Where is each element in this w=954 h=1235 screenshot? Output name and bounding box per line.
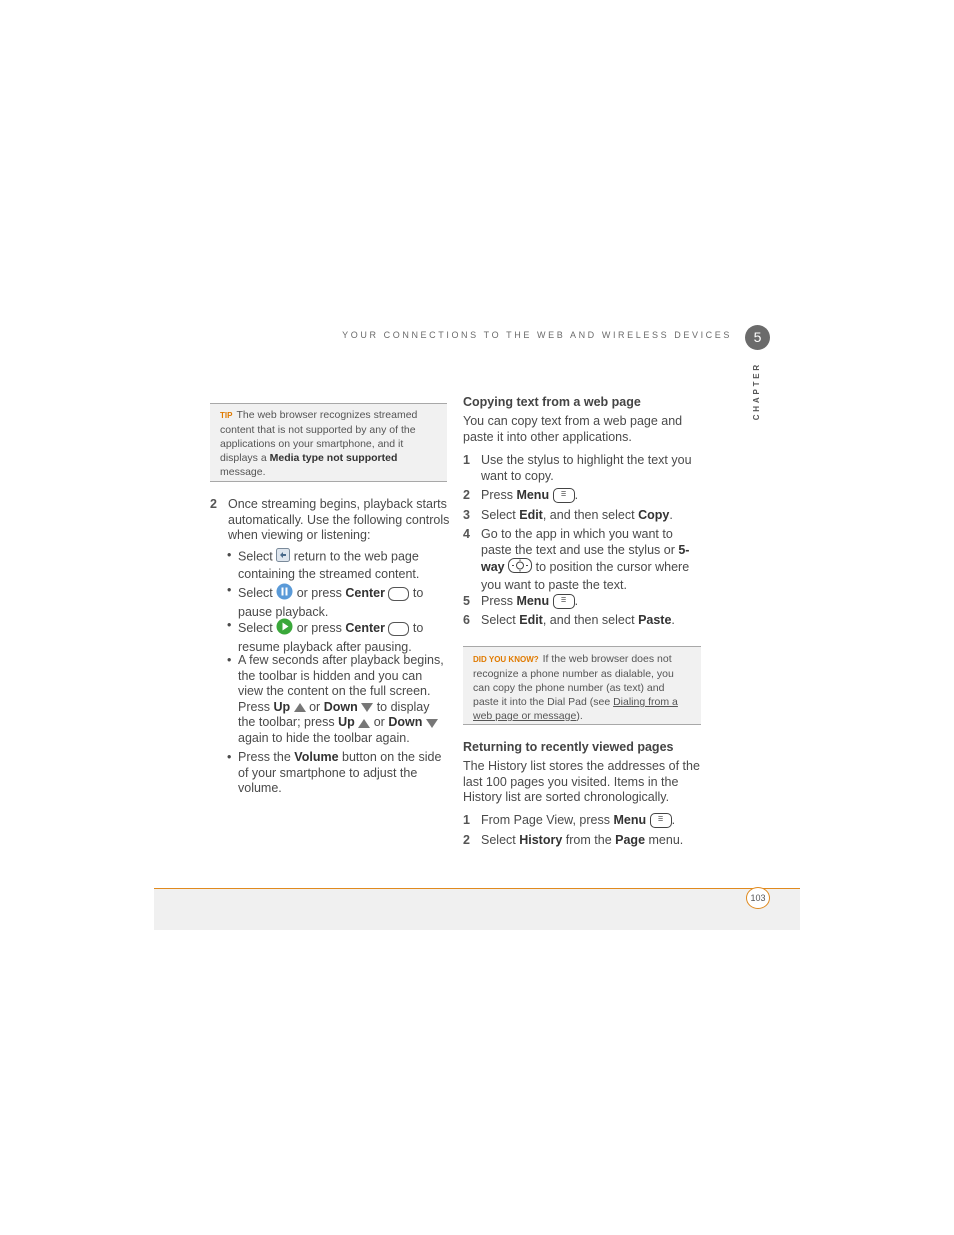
- step-number: 2: [210, 497, 217, 511]
- bullet-text-2: to display the toolbar; press: [238, 699, 430, 730]
- did-you-know-label: DID YOU KNOW?: [473, 655, 539, 664]
- play-icon: [276, 618, 293, 640]
- bullet-dot: •: [227, 548, 232, 562]
- bullet-text: Select: [238, 621, 273, 636]
- tip-box: [210, 403, 447, 482]
- menu-key-icon: ☰: [553, 488, 575, 503]
- history-intro: The History list stores the addresses of the last 100 pages you visited. Items in the History list are sorted chronologically.: [463, 759, 700, 805]
- bullet-mid: or press: [296, 621, 342, 636]
- page-menu-label: Page: [615, 833, 646, 847]
- chapter-number: 5: [745, 325, 770, 350]
- five-way-icon: [508, 558, 532, 578]
- bullet-dot: •: [227, 750, 232, 764]
- bullet-text: Press the: [238, 750, 291, 764]
- paste-label: Paste: [638, 613, 672, 627]
- left-step-2: [210, 497, 450, 547]
- bullet-text: Select: [238, 586, 273, 601]
- history-heading: Returning to recently viewed pages: [463, 740, 674, 754]
- down-arrow-icon: [361, 703, 373, 712]
- copy-label: Copy: [638, 508, 670, 522]
- tip-text: The web browser recognizes streamed content that is not supported by any of the applications on your smartphone, and it displays a: [220, 409, 418, 464]
- bullet-text-after: to pause playback.: [238, 586, 424, 619]
- step-number: 4: [463, 527, 470, 541]
- center-key-icon: [388, 622, 409, 636]
- copy-intro: You can copy text from a web page and paste it into other applications.: [463, 414, 683, 444]
- step-number: 5: [463, 594, 470, 608]
- center-key-icon: [388, 587, 409, 601]
- tip-text-after: message.: [220, 466, 266, 478]
- up-label: Up: [273, 699, 291, 714]
- did-you-know-box: DID YOU KNOW? If the web browser does not recognize a phone number as dialable, you can copy the phone number (as text) and paste it into the Dial Pad (see Dialing from a web page or message).: [463, 646, 701, 725]
- bullet-text-after: return to the web page containing the streamed content.: [238, 549, 420, 581]
- menu-key-icon: ☰: [650, 813, 672, 828]
- bullet-dot: •: [227, 653, 232, 667]
- step-number: 1: [463, 813, 470, 827]
- bullet-mid: or press: [296, 586, 342, 601]
- menu-label: Menu: [613, 813, 647, 827]
- edit-label: Edit: [519, 613, 543, 627]
- up-arrow-icon: [294, 703, 306, 712]
- bullet-dot: •: [227, 618, 232, 632]
- bullet-text-after: button on the side of your smartphone to adjust the volume.: [238, 750, 442, 796]
- up-label: Up: [338, 715, 355, 730]
- down-label: Down: [388, 715, 423, 730]
- center-key-label: Center: [345, 621, 385, 636]
- bullet-text-after: to resume playback after pausing.: [238, 621, 424, 654]
- up-arrow-icon: [358, 719, 370, 728]
- step-number: 2: [463, 833, 470, 847]
- step-number: 2: [463, 488, 470, 502]
- volume-label: Volume: [294, 750, 339, 764]
- running-head: YOUR CONNECTIONS TO THE WEB AND WIRELESS DEVICES: [342, 330, 732, 340]
- tip-bold: Media type not supported: [269, 452, 398, 464]
- return-web-icon: [276, 548, 290, 567]
- copy-heading: Copying text from a web page: [463, 395, 641, 409]
- step-text: Press: [481, 488, 513, 502]
- page-number: 103: [746, 887, 770, 909]
- step-text: Use the stylus to highlight the text you want to copy.: [481, 453, 692, 483]
- bullet-text-3: again to hide the toolbar again.: [238, 730, 410, 745]
- step-text: Once streaming begins, playback starts automatically. Use the following controls when viewing or listening:: [228, 497, 450, 543]
- history-label: History: [519, 833, 563, 847]
- bullet-text: A few seconds after playback begins, the toolbar is hidden and you can view the content on the full screen. Press: [238, 653, 444, 714]
- bullet-text: Select: [238, 549, 273, 564]
- pause-icon: [276, 583, 293, 605]
- chapter-label: CHAPTER: [752, 362, 761, 421]
- dialing-link[interactable]: Dialing from a web page or message: [473, 696, 678, 722]
- step-number: 3: [463, 508, 470, 522]
- or-text: or: [373, 715, 385, 730]
- menu-label: Menu: [516, 488, 550, 502]
- down-label: Down: [323, 699, 358, 714]
- did-you-know-text: If the web browser does not recognize a phone number as dialable, you can copy the phone number (as text) and paste it into the Dial Pad (see: [473, 653, 674, 708]
- step-number: 1: [463, 453, 470, 467]
- footer-band: [154, 888, 800, 930]
- menu-key-icon: ☰: [553, 594, 575, 609]
- five-way-label: 5-way: [481, 542, 690, 575]
- step-number: 6: [463, 613, 470, 627]
- down-arrow-icon: [426, 719, 438, 728]
- tip-label: TIP: [220, 411, 233, 420]
- edit-label: Edit: [519, 508, 543, 522]
- menu-label: Menu: [516, 594, 550, 608]
- bullet-dot: •: [227, 583, 232, 597]
- or-text: or: [309, 699, 321, 714]
- center-key-label: Center: [345, 586, 385, 601]
